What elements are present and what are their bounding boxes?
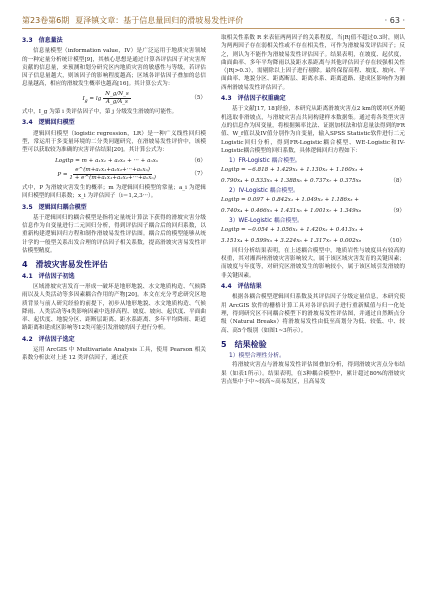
- page-number: · 63 ·: [384, 15, 405, 25]
- equation-8-line-2: 0.790x₄ + 0.533x₅ + 1.388x₆ + 0.737x₇ + 0.375x₈ （8）: [221, 177, 405, 184]
- equation-number: （6）: [191, 157, 206, 164]
- section-3-4-heading: 3.4 逻辑回归模型: [22, 119, 75, 127]
- equation-number: （7）: [191, 171, 206, 178]
- section-4-2-heading: 4.2 评估因子选定: [22, 335, 75, 343]
- equation-number: （5）: [191, 95, 206, 102]
- model-1-heading: 1）FR-Logistic 耦合模型。: [229, 158, 301, 165]
- equation-6: Logitp = m + a₁x₁ + a₂x₂ + ··· + aₙxₙ （6）: [55, 157, 206, 164]
- paragraph: 将滑坡灾害点与滑坡易发性评估图叠加分析，得到滑坡灾害点分布结果（如表1所示）。结果表明，在3种耦合模型中，累计超过80%的滑坡灾害点集中于中~较高~高易发区，且高易发: [221, 362, 405, 385]
- paragraph: 基于文献[17, 18]经验，本研究从距离滑坡灾害点2 km的缓冲区外随机选取非滑坡点，与滑坡灾害点共同构建样本数据集。通过将各类型灾害点的信息作为因变量，将根据频率比法、证据加权法和信息量法得到的FR值、W_f值以及IV值分别作为自变量，输入SPSS Statistic软件进行二元Logistic回归分析，得到FR-Logistic耦合模型、WE-Logistic和IV-Logistic耦合模型的回归系数，具体逻辑回归方程如下：: [221, 106, 405, 154]
- running-header: [22, 12, 405, 29]
- paragraph: 基于逻辑回归的耦合模型是指将定量统计算法下获得的滑坡灾害分级信息作为自变量进行二元回归分析，得到评估因子耦合后的回归系数，以重新构建逻辑回归方程和制作滑坡易发性评估图。耦合后的模型能够从统计学的一般型关系出发合理的评估因子相关系数，提高滑坡灾害易发性评估模型精度。: [22, 214, 206, 255]
- equation-9-line-1: Logitp = 0.097 + 0.842x₁ + 1.049x₂ + 1.186x₃ +: [221, 197, 359, 204]
- fraction: $\frac{\text{e\textasciicircum{}(m+a₁x₁+a₂x₂+···+aₙxₙ)}}{\text{1 + e\textasciicircum{}(m+a₁x₁+a₂x₂+···+aₙxₙ)}}$: [69, 166, 156, 181]
- section-5-1-heading: 1）模型合理性分析。: [229, 353, 285, 360]
- equation-number: （10）: [386, 237, 405, 244]
- section-3-5-heading: 3.5 逻辑回归耦合模型: [22, 203, 87, 211]
- section-4-3-heading: 4.3 评估因子权重确定: [221, 95, 286, 103]
- paragraph: 取相关性系数 R 来表征两两因子的关系程度，当|R|值不超过0.3时，则认为两两因子存在弱相关性或不存在相关性，可作为滑坡易发评估因子；反之，则认为不能作为滑坡易发性评估因子。结果表明，在坡度、起伏度，曲面曲率、多年平均降雨以及距水系距离与其他评估因子存在较强相关性（|R|>0.3），需剔除以上因子进行剔除。最终保留高程、坡度、坡向、平面曲率、地貌分区、距离断层、距离水系、距离道路、建成区影响作为湘西州滑坡易发性评估因子。: [221, 35, 405, 91]
- section-4-heading: 4 滑坡灾害易发性评估: [22, 260, 108, 270]
- fraction: $\frac{N\_g/N\_s}{A\_g/A\_s}$: [105, 90, 129, 105]
- model-3-heading: 3）WE-Logistic 耦合模型。: [229, 217, 303, 224]
- equation-number: （8）: [390, 177, 405, 184]
- paragraph: 信息量模型（information value，IV）是广泛运用于地质灾害领域的一种定量分析统计模型[9]，其核心思想是通过计算各评估因子对灾害所贡献的信息量，来预测和划分研究区内地质灾害的敏感性与等级，若评估因子信息量越大，则该因子的影响程度越高；区域各评估因子叠加的总信息量越高，相应的滑坡发生概率也越高[16]。其计算公式为：: [22, 48, 206, 88]
- left-column: [22, 34, 206, 363]
- section-4-4-heading: 4.4 评估结果: [221, 283, 262, 291]
- journal-volume: 第23卷第6期: [22, 15, 70, 25]
- section-5-heading: 5 结果检验: [221, 339, 267, 349]
- model-2-heading: 2）IV-Logistic 耦合模型。: [229, 188, 299, 195]
- paragraph: 区域滑坡灾害发育一形成一破坏是地形地貌、水文地质构造、气候降雨以及人类活动等多因素耦合作用的产物[20]。本文在充分考虑研究区地质背景与前人研究经验的前提下，初步从地形地貌、水文地质构造、气候降雨、人类活动等4类影响因素中选择高程、坡度、坡向、起伏度、平面曲率、起伏度、地貌分区、距断层距离、距水系距离、多年平均降雨、距道路距离和建成区影响等12类可能引发滑坡的因子进行分析。: [22, 283, 206, 332]
- section-3-3-heading: 3.3 信息量法: [22, 37, 63, 44]
- paragraph: 根据各耦合模型逻辑回归系数及其评估因子分级定量信息，本研究使用 ArcGIS 软件的栅格计算工具对各评估因子进行重新赋值与归一化处理，得到研究区不同耦合模型下的滑坡易发性评估图，并通过自然断点分级（Natural Breaks）将滑坡易发性由低至高划分为低、较低、中、较高、高5个级别（如图1~3所示）。: [221, 294, 405, 334]
- paragraph: 运用 ArcGIS 中 Multivariate Analysis 工具，使用 Pearson 相关系数分析法对上述 12 类评估因子，通过获: [22, 347, 206, 362]
- paragraph: 回归分析结果表明，在上述耦合模型中，地质岩性与坡度具有较高的权重，其对湘西州滑坡灾害影响较大，属于该区域灾害发育的关键因素；而坡度与年度等，对研究区滑坡发生的影响较小，属于该区域引发滑坡的非关键因素。: [221, 247, 405, 279]
- paragraph: 式中，I_g 为第 i 类评估因子中，第 j 分级发生滑坡的可能性。: [22, 109, 178, 116]
- running-title: 夏泽镇文章：基于信息量回归的滑坡易发性评价: [75, 15, 244, 25]
- paragraph: 逻辑回归模型（logistic regression，LR）是一种广义线性回归模型，常运用于多变量环境的二分类问题研究，在滑坡易发性评价中，该模型可以获取较为准确的灾害评估结果[20]。其计算公式为：: [22, 130, 206, 154]
- section-4-1-heading: 4.1 评估因子初选: [22, 272, 75, 280]
- right-column: [221, 34, 405, 386]
- equation-10-line-1: Logitp = −0.054 + 1.056x₁ + 1.420x₂ + 0.413x₃ +: [221, 227, 364, 234]
- equation-7: P = $\frac{\text{e\textasciicircum{}(m+a₁x₁+a₂x₂+···+aₙxₙ)}}{\text{1 + e\textasciicircum{}(m+a₁x₁+a₂x₂+···+aₙxₙ)}}$ （7）: [57, 166, 206, 181]
- equation-9-line-2: 0.740x₄ + 0.466x₅ + 1.431x₆ + 1.001x₇ + 1.349x₈ （9）: [221, 207, 405, 214]
- equation-5: $I_g = \lg$ $\frac{N\_g/N\_s}{A\_g/A\_s}$ （5）: [82, 90, 206, 105]
- equation-number: （9）: [390, 207, 405, 214]
- equation-8-line-1: Logitp = −6.818 + 1.429x₁ + 1.130x₂ + 1.160x₃ +: [221, 167, 364, 174]
- paragraph: 式中，P 为滑坡灾害发生的概率；m 为逻辑回归模型的常量；a_i 为逻辑回归模型的回归系数；x_i 为评估因子（i＝1,2,3···）。: [22, 184, 206, 200]
- equation-10-line-2: 3.151x₄ + 0.599x₅ + 3.224x₆ + 1.317x₇ + 0.002x₈ （10）: [221, 237, 405, 244]
